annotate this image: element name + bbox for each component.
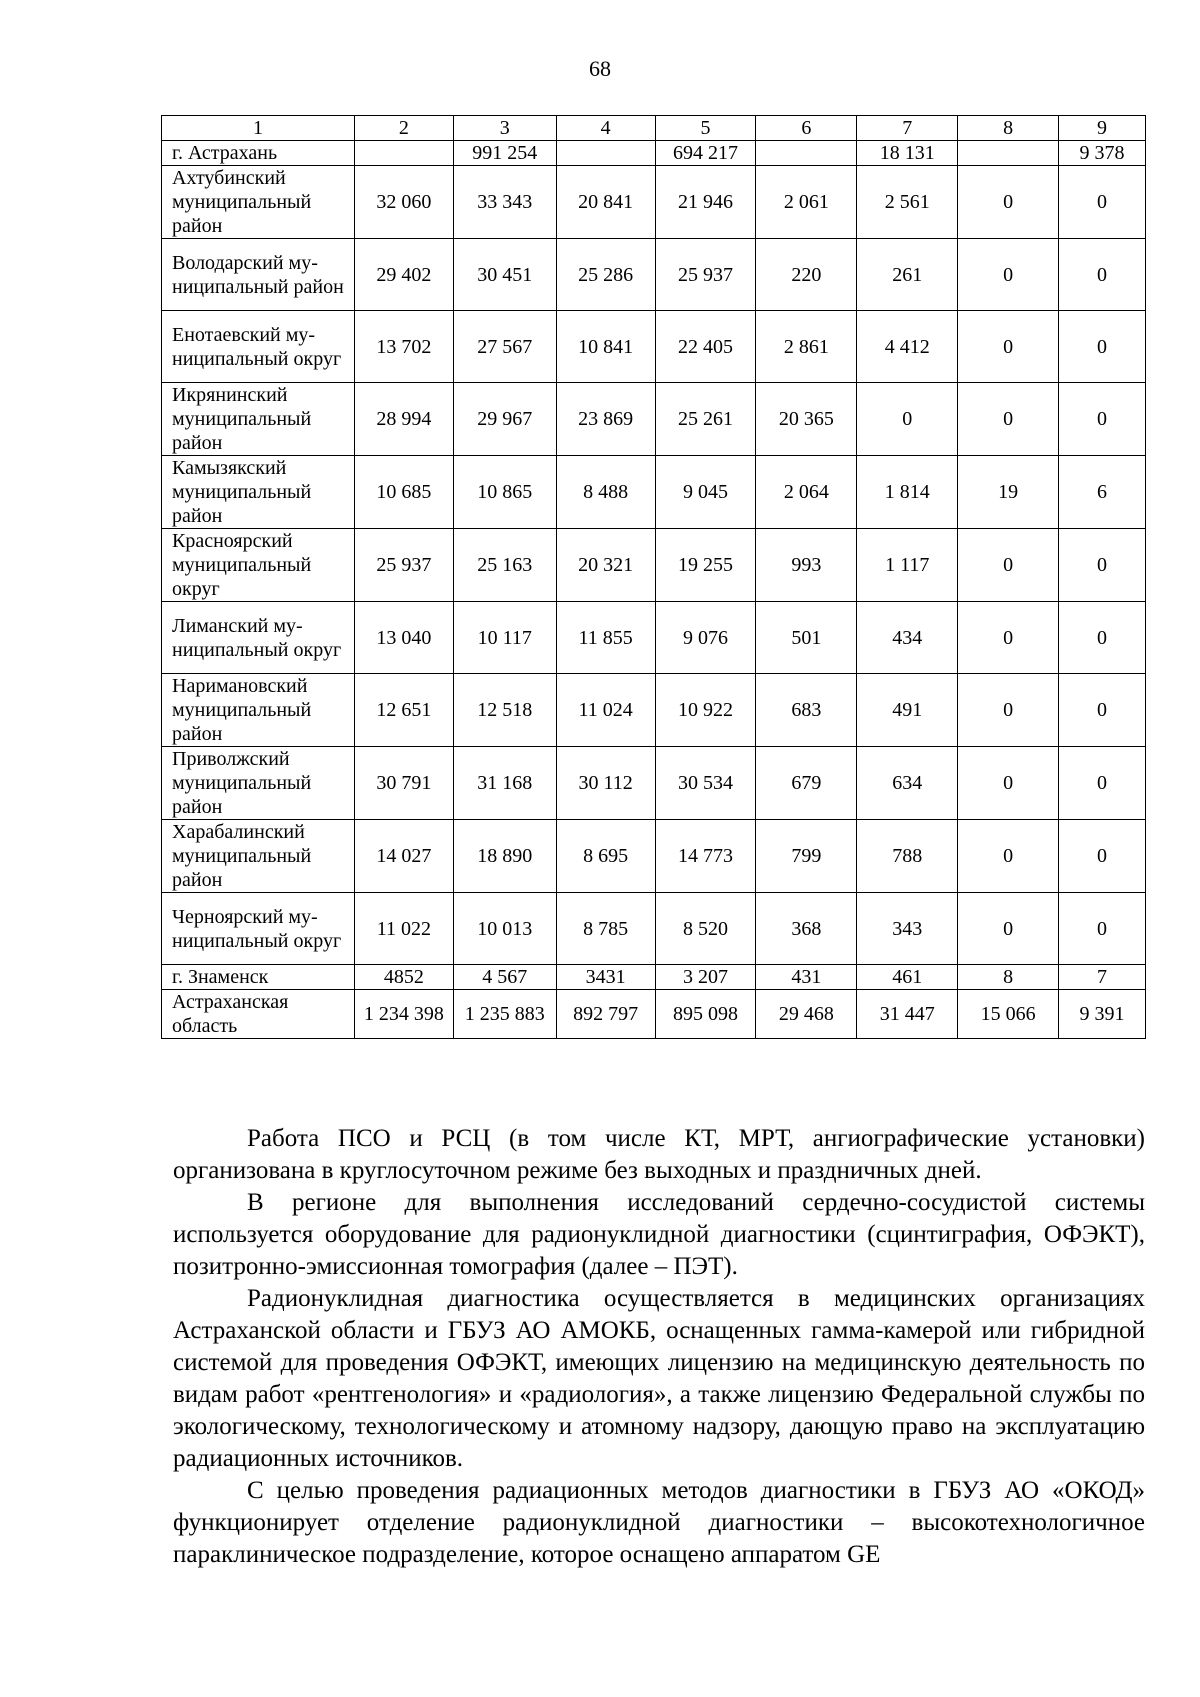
- column-number-header: 6: [756, 116, 857, 141]
- table-row: [162, 141, 1146, 166]
- region-name-cell: Черноярский му-ниципальный округ: [162, 893, 355, 965]
- value-cell: 11 022: [354, 893, 453, 965]
- value-cell: 31 447: [857, 990, 958, 1039]
- value-cell: 32 060: [354, 166, 453, 239]
- value-cell: 33 343: [453, 166, 556, 239]
- value-cell: [958, 141, 1059, 166]
- value-cell: 683: [756, 674, 857, 747]
- value-cell: 799: [756, 820, 857, 893]
- value-cell: 29 468: [756, 990, 857, 1039]
- value-cell: 29 402: [354, 239, 453, 311]
- value-cell: 461: [857, 965, 958, 990]
- page-number: 68: [589, 56, 611, 81]
- value-cell: 1 234 398: [354, 990, 453, 1039]
- value-cell: 10 013: [453, 893, 556, 965]
- value-cell: 694 217: [655, 141, 756, 166]
- value-cell: 8: [958, 965, 1059, 990]
- value-cell: 10 117: [453, 602, 556, 674]
- value-cell: 18 890: [453, 820, 556, 893]
- value-cell: 0: [958, 820, 1059, 893]
- value-cell: 0: [958, 311, 1059, 383]
- region-name-cell: г. Знаменск: [162, 965, 355, 990]
- value-cell: 4 567: [453, 965, 556, 990]
- value-cell: 261: [857, 239, 958, 311]
- value-cell: 31 168: [453, 747, 556, 820]
- region-name-cell: Камызякский муниципальный район: [162, 456, 355, 529]
- region-name-cell: Ахтубинский муниципальный район: [162, 166, 355, 239]
- value-cell: [354, 141, 453, 166]
- region-name-cell: г. Астрахань: [162, 141, 355, 166]
- value-cell: 11 855: [556, 602, 655, 674]
- region-name-cell: Красноярский муниципальный округ: [162, 529, 355, 602]
- value-cell: 19: [958, 456, 1059, 529]
- column-number-header: 2: [354, 116, 453, 141]
- value-cell: 9 391: [1059, 990, 1146, 1039]
- value-cell: 30 791: [354, 747, 453, 820]
- value-cell: 1 814: [857, 456, 958, 529]
- value-cell: 11 024: [556, 674, 655, 747]
- value-cell: 15 066: [958, 990, 1059, 1039]
- value-cell: 895 098: [655, 990, 756, 1039]
- column-number-header: 3: [453, 116, 556, 141]
- value-cell: 991 254: [453, 141, 556, 166]
- value-cell: 4 412: [857, 311, 958, 383]
- value-cell: 23 869: [556, 383, 655, 456]
- table-row: [162, 456, 1146, 529]
- value-cell: 368: [756, 893, 857, 965]
- value-cell: 8 695: [556, 820, 655, 893]
- value-cell: 679: [756, 747, 857, 820]
- value-cell: 30 534: [655, 747, 756, 820]
- table-row: [162, 311, 1146, 383]
- paragraph: В регионе для выполнения исследований сердечно-сосудистой системы используется оборудование для радионуклидной диагностики (сцинтиграфия, ОФЭКТ), позитронно-эмиссионная томография (далее – ПЭТ).: [173, 1189, 1145, 1280]
- table-header-row: [162, 116, 1146, 141]
- column-number-header: 5: [655, 116, 756, 141]
- value-cell: 25 286: [556, 239, 655, 311]
- value-cell: 9 045: [655, 456, 756, 529]
- region-name-cell: Астраханская область: [162, 990, 355, 1039]
- value-cell: 10 865: [453, 456, 556, 529]
- value-cell: 20 365: [756, 383, 857, 456]
- value-cell: 220: [756, 239, 857, 311]
- value-cell: 1 117: [857, 529, 958, 602]
- value-cell: 0: [1059, 820, 1146, 893]
- value-cell: 634: [857, 747, 958, 820]
- value-cell: 0: [1059, 166, 1146, 239]
- column-number-header: 1: [162, 116, 355, 141]
- value-cell: 0: [1059, 602, 1146, 674]
- table-row: [162, 820, 1146, 893]
- value-cell: 491: [857, 674, 958, 747]
- table-row: [162, 166, 1146, 239]
- value-cell: 0: [958, 893, 1059, 965]
- value-cell: 7: [1059, 965, 1146, 990]
- value-cell: 25 261: [655, 383, 756, 456]
- value-cell: 0: [958, 747, 1059, 820]
- value-cell: 0: [857, 383, 958, 456]
- region-name-cell: Харабалинский муниципальный район: [162, 820, 355, 893]
- value-cell: 2 561: [857, 166, 958, 239]
- value-cell: 8 488: [556, 456, 655, 529]
- value-cell: 0: [1059, 311, 1146, 383]
- value-cell: 0: [1059, 674, 1146, 747]
- column-number-header: 7: [857, 116, 958, 141]
- table-row: [162, 747, 1146, 820]
- value-cell: 20 841: [556, 166, 655, 239]
- value-cell: 0: [958, 166, 1059, 239]
- body-text: [173, 1123, 1145, 1571]
- value-cell: 25 937: [655, 239, 756, 311]
- value-cell: 10 841: [556, 311, 655, 383]
- value-cell: 0: [958, 239, 1059, 311]
- value-cell: 0: [1059, 383, 1146, 456]
- value-cell: 12 651: [354, 674, 453, 747]
- value-cell: 27 567: [453, 311, 556, 383]
- value-cell: 0: [1059, 529, 1146, 602]
- region-name-cell: Володарский му-ниципальный район: [162, 239, 355, 311]
- value-cell: 0: [1059, 239, 1146, 311]
- value-cell: 10 685: [354, 456, 453, 529]
- value-cell: 9 076: [655, 602, 756, 674]
- paragraph: Радионуклидная диагностика осуществляется в медицинских организациях Астраханской области и ГБУЗ АО АМОКБ, оснащенных гамма-камерой или гибридной системой для проведения ОФЭКТ, имеющих лицензию на медицинскую деятельность по видам работ «рентгенология» и «радиология», а также лицензию Федеральной службы по экологическому, технологическому и атомному надзору, дающую право на эксплуатацию радиационных источников.: [173, 1285, 1145, 1472]
- value-cell: 14 773: [655, 820, 756, 893]
- value-cell: 21 946: [655, 166, 756, 239]
- value-cell: 30 451: [453, 239, 556, 311]
- table-row: [162, 529, 1146, 602]
- region-name-cell: Икрянинский муниципальный район: [162, 383, 355, 456]
- table-row: [162, 383, 1146, 456]
- value-cell: 18 131: [857, 141, 958, 166]
- region-name-cell: Лиманский му-ниципальный округ: [162, 602, 355, 674]
- column-number-header: 8: [958, 116, 1059, 141]
- value-cell: 8 785: [556, 893, 655, 965]
- region-name-cell: Приволжский муниципальный район: [162, 747, 355, 820]
- table-row: [162, 893, 1146, 965]
- value-cell: 501: [756, 602, 857, 674]
- value-cell: 3 207: [655, 965, 756, 990]
- value-cell: 431: [756, 965, 857, 990]
- value-cell: 0: [1059, 747, 1146, 820]
- value-cell: 2 064: [756, 456, 857, 529]
- value-cell: 993: [756, 529, 857, 602]
- value-cell: 2 061: [756, 166, 857, 239]
- value-cell: 788: [857, 820, 958, 893]
- value-cell: 1 235 883: [453, 990, 556, 1039]
- value-cell: 25 937: [354, 529, 453, 602]
- value-cell: 14 027: [354, 820, 453, 893]
- value-cell: 343: [857, 893, 958, 965]
- value-cell: 28 994: [354, 383, 453, 456]
- value-cell: 19 255: [655, 529, 756, 602]
- value-cell: 0: [958, 383, 1059, 456]
- paragraph: Работа ПСО и РСЦ (в том числе КТ, МРТ, ангиографические установки) организована в круглосуточном режиме без выходных и праздничных дней.: [173, 1125, 1145, 1184]
- value-cell: 434: [857, 602, 958, 674]
- region-name-cell: Енотаевский му-ниципальный округ: [162, 311, 355, 383]
- value-cell: 8 520: [655, 893, 756, 965]
- paragraph: С целью проведения радиационных методов диагностики в ГБУЗ АО «ОКОД» функционирует отделение радионуклидной диагностики – высокотехнологичное параклиническое подразделение, которое оснащено аппаратом GE: [173, 1477, 1145, 1568]
- value-cell: 0: [958, 602, 1059, 674]
- value-cell: 0: [958, 529, 1059, 602]
- value-cell: 10 922: [655, 674, 756, 747]
- column-number-header: 4: [556, 116, 655, 141]
- value-cell: 2 861: [756, 311, 857, 383]
- value-cell: 13 040: [354, 602, 453, 674]
- value-cell: 3431: [556, 965, 655, 990]
- statistics-table: [161, 115, 1146, 1039]
- value-cell: 30 112: [556, 747, 655, 820]
- value-cell: 22 405: [655, 311, 756, 383]
- value-cell: 13 702: [354, 311, 453, 383]
- value-cell: 0: [958, 674, 1059, 747]
- value-cell: 0: [1059, 893, 1146, 965]
- value-cell: 12 518: [453, 674, 556, 747]
- column-number-header: 9: [1059, 116, 1146, 141]
- value-cell: [756, 141, 857, 166]
- value-cell: 892 797: [556, 990, 655, 1039]
- table-row: [162, 965, 1146, 990]
- value-cell: [556, 141, 655, 166]
- table-row: [162, 990, 1146, 1039]
- value-cell: 4852: [354, 965, 453, 990]
- value-cell: 25 163: [453, 529, 556, 602]
- table-row: [162, 239, 1146, 311]
- value-cell: 9 378: [1059, 141, 1146, 166]
- value-cell: 29 967: [453, 383, 556, 456]
- region-name-cell: Наримановский муниципальный район: [162, 674, 355, 747]
- value-cell: 20 321: [556, 529, 655, 602]
- table-row: [162, 674, 1146, 747]
- table-row: [162, 602, 1146, 674]
- value-cell: 6: [1059, 456, 1146, 529]
